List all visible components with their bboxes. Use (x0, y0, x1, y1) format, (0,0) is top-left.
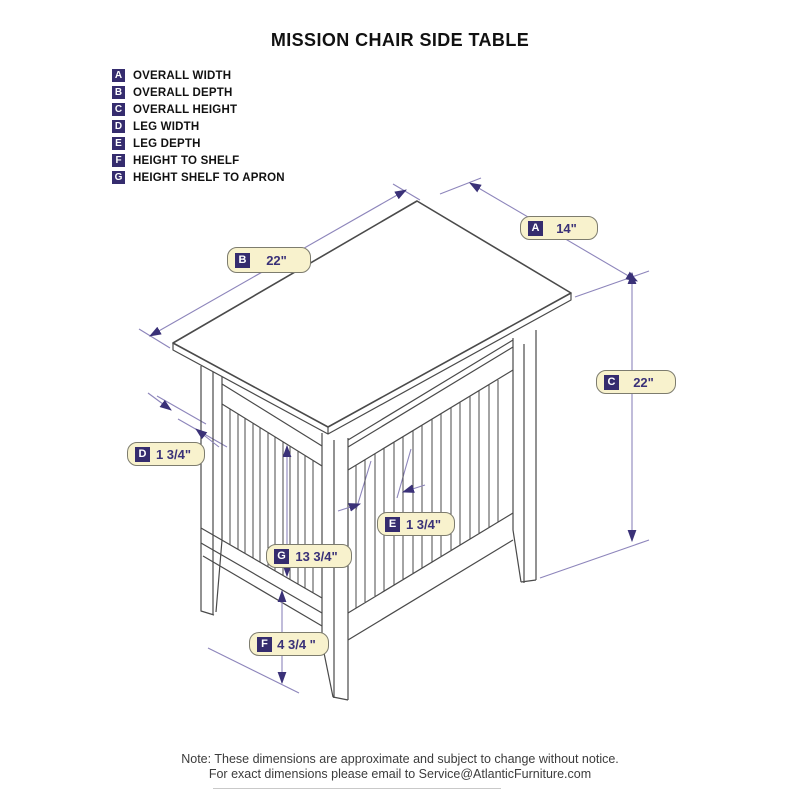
legend-letter-a: A (112, 69, 125, 82)
legend-label-c: OVERALL HEIGHT (133, 103, 238, 116)
legend-letter-e: E (112, 137, 125, 150)
legend-letter-f: F (112, 154, 125, 167)
dim-label-c (596, 370, 676, 394)
dim-label-g (266, 544, 352, 568)
dim-value-g: 13 3/4" (295, 548, 338, 564)
dim-letter-f: F (257, 637, 272, 652)
dim-value-c: 22" (633, 374, 654, 390)
legend-label-a: OVERALL WIDTH (133, 69, 232, 82)
legend-letter-g: G (112, 171, 125, 184)
tabletop (173, 201, 571, 434)
legend-letter-c: C (112, 103, 125, 116)
dim-value-f: 4 3/4 " (277, 636, 316, 652)
legend-label-b: OVERALL DEPTH (133, 86, 233, 99)
dim-label-e (377, 512, 455, 536)
dim-letter-b: B (235, 253, 250, 268)
dim-value-d: 1 3/4" (155, 446, 192, 462)
dim-value-e: 1 3/4" (405, 516, 442, 532)
dim-label-a (520, 216, 598, 240)
table-drawing (173, 201, 571, 700)
right-leg (513, 330, 536, 583)
right-panel-slats (356, 380, 498, 608)
footer-note-line1: Note: These dimensions are approximate and subject to change without notice. (181, 752, 619, 766)
legend-label-e: LEG DEPTH (133, 137, 201, 150)
legend-letter-d: D (112, 120, 125, 133)
bottom-divider (213, 788, 501, 789)
footer-note-line2: For exact dimensions please email to Service@AtlanticFurniture.com (208, 767, 592, 781)
page-title: MISSION CHAIR SIDE TABLE (270, 30, 530, 50)
dim-value-b: 22" (266, 252, 287, 268)
legend-label-g: HEIGHT SHELF TO APRON (133, 171, 285, 184)
dim-label-b (227, 247, 311, 273)
dim-letter-e: E (385, 517, 400, 532)
dim-label-d (127, 442, 205, 466)
dim-letter-d: D (135, 447, 150, 462)
dim-value-a: 14" (556, 220, 577, 236)
dim-letter-g: G (274, 549, 289, 564)
legend-label-f: HEIGHT TO SHELF (133, 154, 240, 167)
legend-letter-b: B (112, 86, 125, 99)
dim-label-f (249, 632, 329, 656)
dim-letter-c: C (604, 375, 619, 390)
left-leg (201, 366, 222, 615)
footer-note (0, 752, 800, 782)
dim-letter-a: A (528, 221, 543, 236)
legend-label-d: LEG WIDTH (133, 120, 200, 133)
